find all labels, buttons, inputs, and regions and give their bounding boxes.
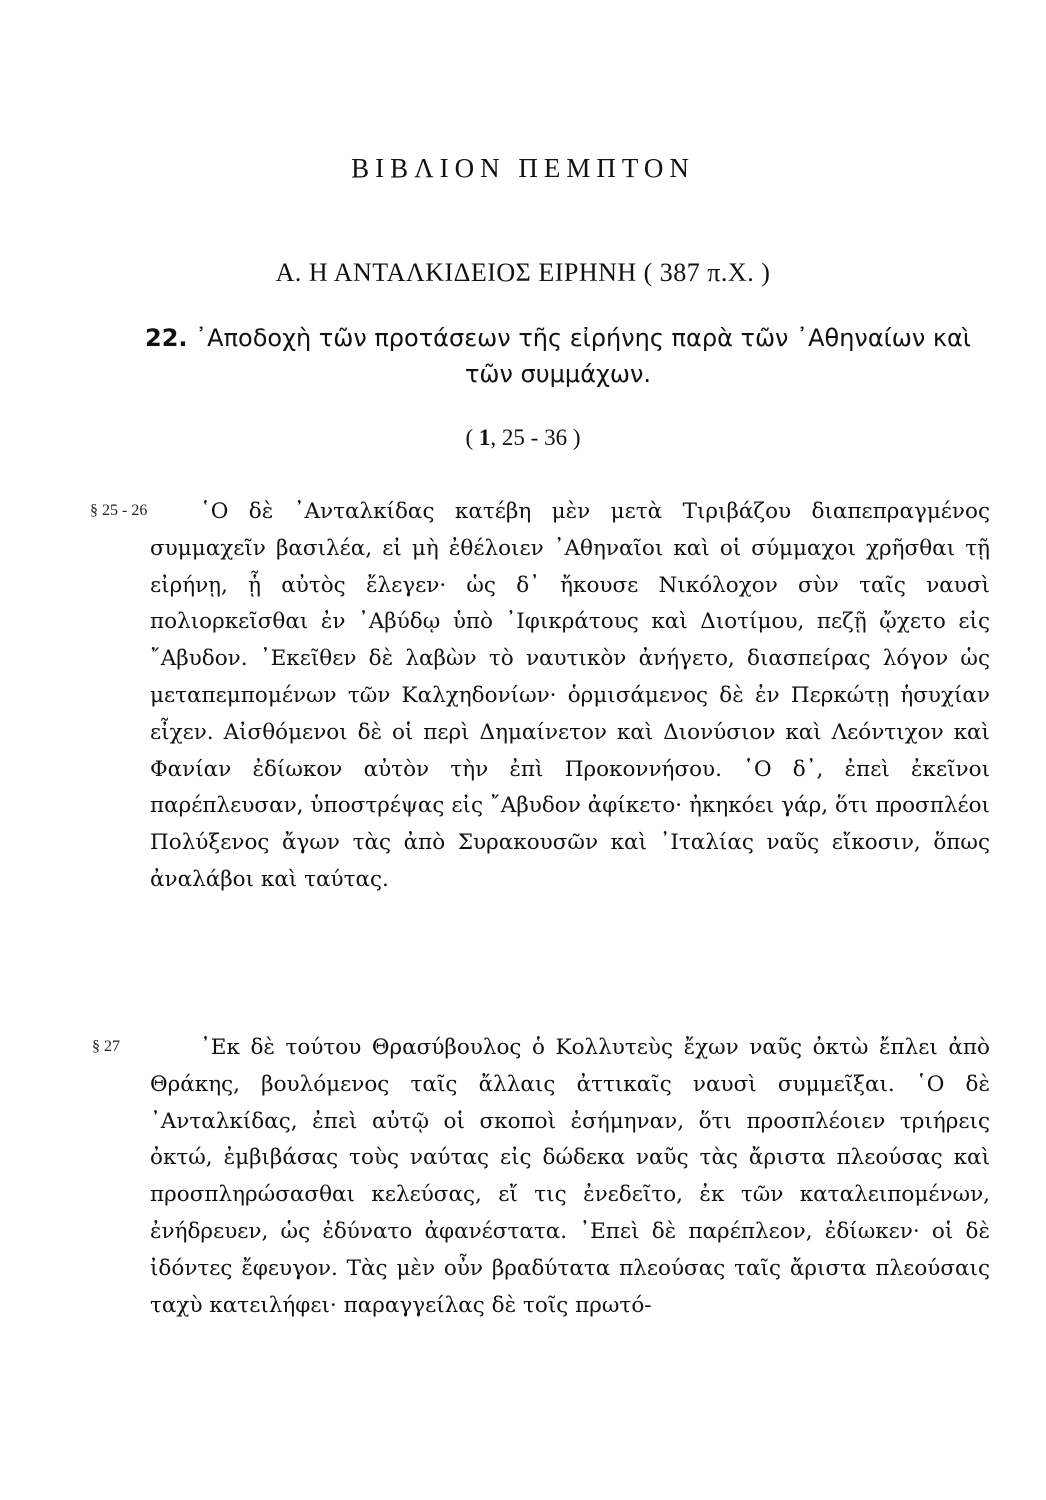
source-ref-open: ( <box>465 425 479 450</box>
section-heading <box>128 320 988 392</box>
book-title: ΒΙΒΛΙΟΝ ΠΕΜΠΤΟΝ <box>351 153 695 183</box>
source-reference <box>0 425 1046 451</box>
section-number: 22. <box>145 324 188 352</box>
source-ref-book: 1 <box>478 425 491 450</box>
body-paragraph: ᾿Εκ δὲ τούτου Θρασύβουλος ὁ Κολλυτεὺς ἔχων ναῦς ὀκτὼ ἔπλει ἀπὸ Θράκης, βουλόμενος ταῖς ἄλλαις ἀττικαῖς ναυσὶ συμμεῖξαι. ῾Ο δὲ ᾿Ανταλκίδας, ἐπεὶ αὐτῷ οἱ σκοποὶ ἐσήμηναν, ὅτι προσπλέοιεν τριήρεις ὀκτώ, ἐμβιβάσας τοὺς ναύτας εἰς δώδεκα ναῦς τὰς ἄριστα πλεούσας καὶ προσπληρώσασθαι κελεύσας, εἴ τις ἐνεδεῖτο, ἐκ τῶν καταλειπομένων, ἐνήδρευεν, ὡς ἐδύνατο ἀφανέστατα. ᾿Επεὶ δὲ παρέπλεον, ἐδίωκεν· οἱ δὲ ἰδόντες ἔφευγον. Τὰς μὲν οὖν βραδύτατα πλεούσας ταῖς ἄριστα πλεούσαις ταχὺ κατειλήφει· παραγγείλας δὲ τοῖς πρωτό- <box>150 1035 990 1318</box>
source-ref-range: , 25 - 36 ) <box>490 425 581 450</box>
section-title: ᾿Αποδοχὴ τῶν προτάσεων τῆς εἰρήνης παρὰ τῶν ᾿Αθηναίων καὶ τῶν συμμάχων. <box>195 324 971 388</box>
chapter-title: Α. Η ΑΝΤΑΛΚΙΔΕΙΟΣ ΕΙΡΗΝΗ ( 387 π.Χ. ) <box>275 258 771 287</box>
margin-reference: § 27 <box>92 1038 120 1055</box>
body-paragraph: ῾Ο δὲ ᾿Ανταλκίδας κατέβη μὲν μετὰ Τιριβάζου διαπεπραγμένος συμμαχεῖν βασιλέα, εἰ μὴ ἐθέλοιεν ᾿Αθηναῖοι καὶ οἱ σύμμαχοι χρῆσθαι τῇ εἰρήνῃ, ᾗ αὐτὸς ἔλεγεν· ὡς δ᾿ ἤκουσε Νικόλοχον σὺν ταῖς ναυσὶ πολιορκεῖσθαι ἐν ᾿Αβύδῳ ὑπὸ ᾿Ιφικράτους καὶ Διοτίμου, πεζῇ ᾤχετο εἰς ῎Αβυδον. ᾿Εκεῖθεν δὲ λαβὼν τὸ ναυτικὸν ἀνήγετο, διασπείρας λόγον ὡς μεταπεμπομένων τῶν Καλχηδονίων· ὁρμισάμενος δὲ ἐν Περκώτῃ ἡσυχίαν εἶχεν. Αἰσθόμενοι δὲ οἱ περὶ Δημαίνετον καὶ Διονύσιον καὶ Λεόντιχον καὶ Φανίαν ἐδίωκον αὐτὸν τὴν ἐπὶ Προκοννήσου. ῾Ο δ᾿, ἐπεὶ ἐκεῖνοι παρέπλευσαν, ὑποστρέψας εἰς ῎Αβυδον ἀφίκετο· ἠκηκόει γάρ, ὅτι προσπλέοι Πολύξενος ἄγων τὰς ἀπὸ Συρακουσῶν καὶ ᾿Ιταλίας ναῦς εἴκοσιν, ὅπως ἀναλάβοι καὶ ταύτας. <box>150 499 990 892</box>
margin-reference: § 25 - 26 <box>90 502 148 519</box>
